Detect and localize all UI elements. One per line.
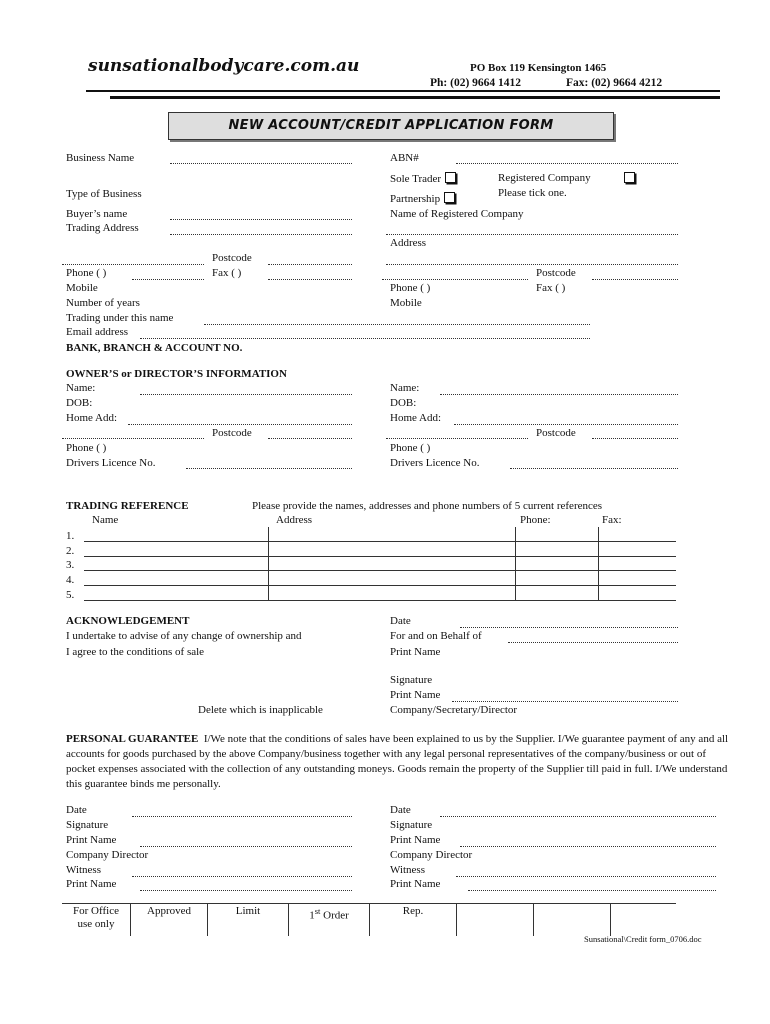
owners-heading: OWNER’S or DIRECTOR’S INFORMATION [66,368,287,380]
owner1-licence-label: Drivers Licence No. [66,457,156,469]
owner1-name-label: Name: [66,382,96,394]
table-row [84,586,676,601]
number-of-years-label: Number of years [66,297,140,309]
ack-on-behalf-label: For and on Behalf of [390,630,482,642]
bank-heading: BANK, BRANCH & ACCOUNT NO. [66,342,243,354]
owner2-phone-label: Phone ( ) [390,442,431,454]
trading-reference-table [84,527,676,601]
phone-label: Phone ( ) [66,267,107,279]
col-address: Address [276,514,313,526]
trading-reference-heading: TRADING REFERENCE [66,500,189,512]
ack-date-field[interactable] [460,627,678,628]
company-postcode-field[interactable] [592,279,678,280]
owner2-licence-label: Drivers Licence No. [390,457,480,469]
owner1-name-field[interactable] [140,394,352,395]
first-number: 1 [309,909,315,922]
ref-phone-cell[interactable] [516,571,599,586]
owner1-home-add-field-2[interactable] [62,438,204,439]
owner2-licence-field[interactable] [510,468,678,469]
office-blank-cell[interactable] [457,904,534,937]
g2-print-name-label: Print Name [390,834,441,846]
g1-date-label: Date [66,804,87,816]
trading-reference-instruction: Please provide the names, addresses and phone numbers of 5 current references [252,500,603,512]
row-number: 1. [66,530,75,542]
ref-fax-cell[interactable] [599,527,677,541]
guarantee-paragraph [66,732,730,792]
ref-fax-cell[interactable] [599,571,677,586]
please-tick-note: Please tick one. [498,187,567,199]
phone-field[interactable] [132,279,204,280]
ref-phone-cell[interactable] [516,541,599,556]
email-address-label: Email address [66,326,129,338]
for-office-label: For Office [73,905,119,917]
owner1-postcode-field[interactable] [268,438,352,439]
col-fax: Fax: [602,514,622,526]
table-row [84,556,676,571]
g2-witness-field[interactable] [456,876,716,877]
g2-signature-label: Signature [390,819,433,831]
po-box: PO Box 119 Kensington 1465 [470,62,607,74]
company-fax-label: Fax ( ) [536,282,566,294]
owner2-postcode-label: Postcode [536,427,576,439]
limit-cell[interactable] [208,904,289,937]
company-address-field[interactable] [386,264,678,265]
form-title: NEW ACCOUNT/CREDIT APPLICATION FORM [168,112,614,140]
partnership-label: Partnership [390,193,441,205]
trading-under-name-label: Trading under this name [66,312,174,324]
registered-company-name-field[interactable] [386,234,678,235]
approved-label: Approved [147,905,191,917]
ref-address-cell[interactable] [269,541,516,556]
ref-fax-cell[interactable] [599,556,677,571]
trading-under-name-field[interactable] [204,324,590,325]
owner2-home-add-field-2[interactable] [386,438,528,439]
sole-trader-option[interactable] [390,172,456,186]
fax-field[interactable] [268,279,352,280]
ack-date-label: Date [390,615,411,627]
guarantee-text: I/We note that the conditions of sales have been explained to us by the Supplier. I/We guarantee payment of any and all accounts for goods purchased by the above Company/business together with any legal personal representatives of the company/business or out of pocket expenses associated with the collection of any outstanding moneys. Goods remain the property of the Supplier till paid in full. I/We understand this guarantee binds me personally. [66,733,729,790]
company-phone-label: Phone ( ) [390,282,431,294]
g1-print-name-field[interactable] [140,846,352,847]
owner1-home-add-field[interactable] [128,424,352,425]
header-rule-2 [110,96,720,99]
registered-company-label: Registered Company [498,172,591,184]
ack-print-name-2-label: Print Name [390,689,441,701]
col-phone: Phone: [520,514,551,526]
sole-trader-checkbox[interactable] [445,172,456,183]
table-row [84,541,676,556]
g1-witness-field[interactable] [132,876,352,877]
registered-company-checkbox[interactable] [624,172,635,183]
rep-cell[interactable] [370,904,457,937]
company-postcode-label: Postcode [536,267,576,279]
ack-print-name-label: Print Name [390,646,441,658]
company-address-label: Address [390,237,427,249]
website-logo: sunsationalbodycare.com.au [88,56,360,76]
header-rule-1 [86,90,720,92]
trading-address-field[interactable] [170,234,352,235]
owner1-phone-label: Phone ( ) [66,442,107,454]
ref-name-cell[interactable] [84,586,269,601]
ref-phone-cell[interactable] [516,556,599,571]
g1-print-name-2-field[interactable] [140,890,352,891]
ref-name-cell[interactable] [84,527,269,541]
fax-label: Fax ( ) [212,267,242,279]
g1-print-name-2-label: Print Name [66,878,117,890]
office-use-table [62,903,676,936]
row-number: 3. [66,559,75,571]
ref-address-cell[interactable] [269,527,516,541]
g1-signature-label: Signature [66,819,109,831]
g2-print-name-2-label: Print Name [390,878,441,890]
guarantee-heading: PERSONAL GUARANTEE [66,733,199,745]
use-only-label: use only [77,918,115,930]
g2-print-name-field[interactable] [460,846,716,847]
owner2-home-add-label: Home Add: [390,412,442,424]
ack-on-behalf-field[interactable] [508,642,678,643]
g2-company-director-label: Company Director [390,849,473,861]
trading-address-field-2[interactable] [62,264,204,265]
postcode-field[interactable] [268,264,352,265]
ref-fax-cell[interactable] [599,586,677,601]
trading-address-label: Trading Address [66,222,139,234]
g2-date-label: Date [390,804,411,816]
office-blank-cell[interactable] [534,904,611,937]
g1-print-name-label: Print Name [66,834,117,846]
g2-print-name-2-field[interactable] [468,890,716,891]
buyers-name-label: Buyer’s name [66,208,128,220]
ref-address-cell[interactable] [269,556,516,571]
first-superscript: st [314,906,321,916]
ack-signature-label: Signature [390,674,433,686]
partnership-checkbox[interactable] [444,192,455,203]
ref-phone-cell[interactable] [516,527,599,541]
owner2-name-label: Name: [390,382,420,394]
owner2-postcode-field[interactable] [592,438,678,439]
ack-company-role: Company/Secretary/Director [390,704,518,716]
ref-fax-cell[interactable] [599,541,677,556]
business-name-field[interactable] [170,163,352,164]
acknowledgement-heading: ACKNOWLEDGEMENT [66,615,190,627]
office-use-label-cell [62,904,131,937]
g2-witness-label: Witness [390,864,425,876]
table-row [84,571,676,586]
table-row [62,904,676,937]
header-phone: Ph: (02) 9664 1412 [430,77,522,89]
owner2-name-field[interactable] [440,394,678,395]
owner1-postcode-label: Postcode [212,427,252,439]
footer-filename: Sunsational\Credit form_0706.doc [584,934,702,944]
row-number: 5. [66,589,75,601]
ref-name-cell[interactable] [84,541,269,556]
business-name-label: Business Name [66,152,135,164]
abn-label: ABN# [390,152,419,164]
table-row [84,527,676,541]
ref-name-cell[interactable] [84,571,269,586]
owner1-licence-field[interactable] [186,468,352,469]
company-mobile-label: Mobile [390,297,422,309]
approved-cell[interactable] [131,904,208,937]
owner2-home-add-field[interactable] [454,424,678,425]
mobile-label: Mobile [66,282,98,294]
g2-date-field[interactable] [440,816,716,817]
ack-print-name-2-field[interactable] [452,701,678,702]
buyers-name-field[interactable] [170,219,352,220]
g1-date-field[interactable] [132,816,352,817]
company-address-field-2[interactable] [382,279,528,280]
ref-address-cell[interactable] [269,571,516,586]
rep-label: Rep. [402,905,424,917]
col-name: Name [92,514,119,526]
first-order-cell[interactable] [289,904,370,937]
limit-label: Limit [235,905,261,917]
type-of-business-label: Type of Business [66,188,142,200]
order-label: Order [320,909,349,922]
ref-address-cell[interactable] [269,586,516,601]
delete-note: Delete which is inapplicable [198,704,323,716]
row-number: 4. [66,574,75,586]
g1-witness-label: Witness [66,864,101,876]
office-blank-cell[interactable] [611,904,677,937]
acknowledgement-line-1: I undertake to advise of any change of ownership and [66,630,302,642]
g1-company-director-label: Company Director [66,849,149,861]
header-fax: Fax: (02) 9664 4212 [566,77,663,89]
ref-name-cell[interactable] [84,556,269,571]
sole-trader-label: Sole Trader [390,173,442,185]
acknowledgement-line-2: I agree to the conditions of sale [66,646,205,658]
owner1-home-add-label: Home Add: [66,412,118,424]
ref-phone-cell[interactable] [516,586,599,601]
owner1-dob-label: DOB: [66,397,93,409]
abn-field[interactable] [456,163,678,164]
owner2-dob-label: DOB: [390,397,417,409]
registered-company-name-label: Name of Registered Company [390,208,524,220]
row-number: 2. [66,545,75,557]
email-address-field[interactable] [140,338,590,339]
postcode-label: Postcode [212,252,252,264]
partnership-option[interactable] [390,192,455,206]
